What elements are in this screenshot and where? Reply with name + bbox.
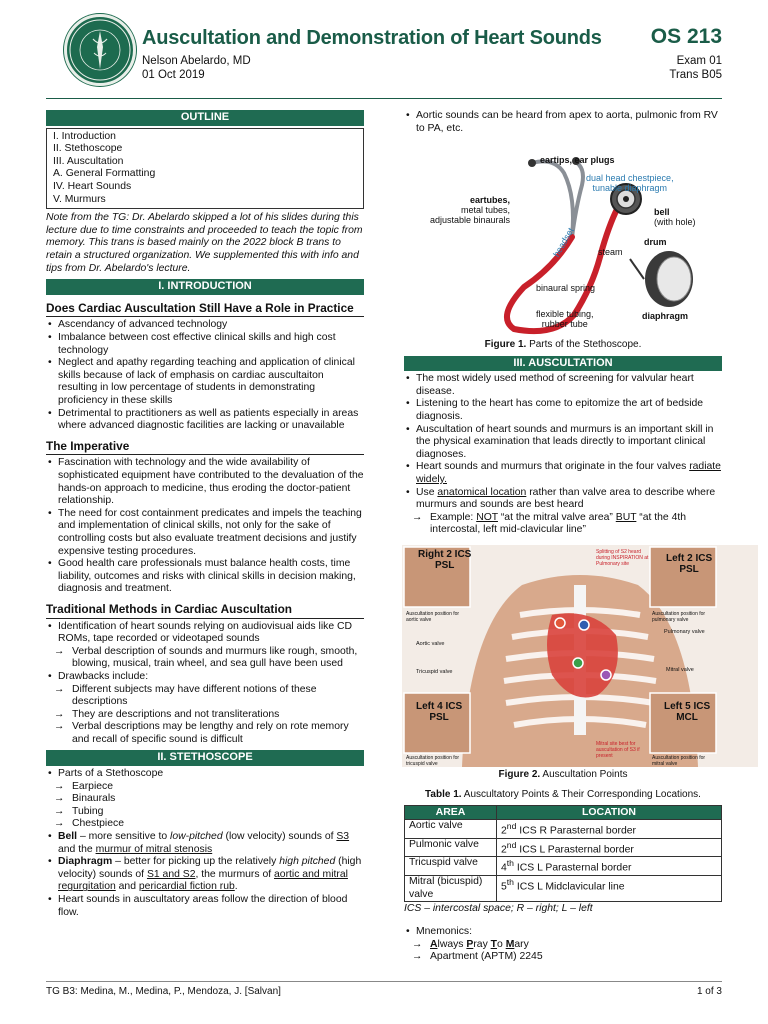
label-position-tricuspid: Auscultation position for tricuspid valve	[406, 754, 460, 767]
sub-list-item: → Earpiece	[46, 781, 364, 794]
label-eartips: eartips, ear plugs	[540, 155, 615, 166]
auscultatory-points-table	[404, 805, 722, 902]
label-line: Left 2 ICS	[666, 552, 713, 564]
text: th	[506, 877, 515, 888]
label-mitral-valve: Mitral valve	[666, 666, 694, 673]
text: “at the mitral valve area”	[497, 511, 616, 523]
sub-list-item	[404, 512, 722, 537]
traditional-list	[46, 621, 364, 747]
table-cell: Aortic valve	[405, 819, 497, 838]
text: o	[497, 938, 506, 950]
text: and	[115, 881, 139, 893]
text: P	[466, 938, 474, 950]
mnemonic-always-pray	[404, 939, 722, 952]
label-line: PSL	[434, 559, 455, 571]
label-left-5-ics	[664, 701, 710, 723]
auscultation-heading: III. AUSCULTATION	[404, 356, 722, 372]
outline-item: III. Auscultation	[53, 155, 124, 167]
label-line: dual head chestpiece,	[586, 173, 674, 184]
table-cell	[497, 838, 722, 857]
document-title: Auscultation and Demonstration of Heart Sounds	[142, 27, 602, 49]
text: aortic and mitral regurgitation	[58, 868, 348, 893]
text: rather than valve area to describe where murmurs and sounds are best heard	[416, 486, 716, 511]
text: Use	[416, 486, 438, 498]
tg-note: Note from the TG: Dr. Abelardo skipped a lot of his slides during this lecture due to time constraints and proceeded to teach the topic from memory. This trans is based mainly on the 2022 block B trans to retain a structured organization. We supplemented this with info and tips from Dr. Abelardo's lecture.	[46, 212, 363, 274]
stethoscope-list	[46, 768, 364, 919]
label-line: (with hole)	[654, 217, 696, 228]
table1-caption	[404, 789, 722, 801]
list-item: • Ascendancy of advanced technology	[46, 319, 364, 332]
text: , the murmurs of	[195, 868, 275, 880]
text: murmur of mitral stenosis	[95, 843, 213, 855]
label-left-4-ics	[416, 701, 462, 723]
list-item: • Aortic sounds can be heard from apex to aorta, pulmonic from RV to PA, etc.	[404, 110, 722, 135]
traditional-subheading: Traditional Methods in Cardiac Auscultation	[46, 602, 364, 619]
caption-label: Table 1.	[425, 789, 462, 801]
table-cell	[497, 819, 722, 838]
list-item	[404, 487, 722, 537]
page-number: 1 of 3	[696, 986, 722, 997]
text: 4	[501, 862, 507, 874]
label-line: metal tubes,	[461, 205, 511, 216]
label-left-2-ics	[666, 553, 712, 575]
table-cell: Tricuspid valve	[405, 857, 497, 876]
stethoscope-heading: II. STETHOSCOPE	[46, 750, 364, 766]
label-position-aortic: Auscultation position for aortic valve	[406, 610, 460, 623]
text: and the	[58, 843, 96, 855]
table-header: AREA	[405, 805, 497, 819]
sub-list-item: → They are descriptions and not transliterations	[46, 709, 364, 722]
label-bell	[654, 207, 696, 227]
table-cell: Mitral (bicuspid) valve	[405, 876, 497, 902]
course-code: OS 213	[650, 25, 722, 48]
outline-heading: OUTLINE	[46, 110, 364, 126]
stethoscope-figure	[404, 137, 722, 337]
table-row	[405, 838, 722, 857]
label-position-mitral: Auscultation position for mitral valve	[652, 754, 706, 767]
figure2-caption	[404, 769, 722, 781]
text: M	[505, 938, 515, 950]
label-line: eartubes,	[470, 195, 511, 206]
table-header: LOCATION	[497, 805, 722, 819]
outline-item: IV. Heart Sounds	[53, 181, 132, 192]
label-line: Right 2 ICS	[418, 548, 472, 560]
term-bell: Bell	[58, 831, 78, 843]
footer-divider	[46, 981, 722, 982]
label-mitral-best: Mitral site best for auscultation of S3 if present	[596, 740, 640, 759]
text: radiate widely.	[416, 461, 721, 485]
aortic-note-list	[404, 110, 722, 135]
label-line: rubber tube	[541, 319, 588, 330]
table-cell	[497, 857, 722, 876]
text: (low velocity) sounds of	[222, 831, 337, 843]
list-item: • Imbalance between cost effective clinical skills and high cost technology	[46, 332, 364, 357]
list-item: • Listening to the heart has come to epitomize the art of bedside diagnosis.	[404, 398, 722, 423]
label-aortic-valve: Aortic valve	[416, 640, 445, 647]
list-item	[404, 461, 722, 486]
sub-list-item: → Tubing	[46, 806, 364, 819]
label-right-2-ics	[418, 549, 471, 571]
text: A	[430, 938, 438, 950]
list-item: • The need for cost containment predicates and impels the teaching and implementation of clinical skills, not only for the sake of controlling costs but also evaluate treatment decisions and justify expensive testing procedures.	[46, 508, 364, 558]
text: Heart sounds and murmurs that originate in the four valves	[416, 461, 690, 473]
list-item-text: Identification of heart sounds relying on audiovisual aids like CD ROMs, tape recorded or videotaped sounds	[58, 620, 352, 645]
label-line: PSL	[679, 563, 699, 575]
list-item-text: Parts of a Stethoscope	[58, 768, 164, 780]
label-binaural-spring: binaural spring	[536, 283, 596, 294]
label-pulmonary-valve: Pulmonary valve	[664, 628, 705, 635]
label-dual-head	[586, 173, 674, 193]
list-item: • Neglect and apathy regarding teaching and application of clinical skills because of lack of emphasis on cardiac auscultaiton resulting in low percentage of students in demonstrating proficiency in these skills	[46, 357, 364, 407]
text: ray	[473, 938, 491, 950]
text: S3	[336, 831, 350, 843]
label-headset: headset	[551, 226, 576, 259]
mnemonics-list	[404, 926, 722, 964]
chest-illustration	[402, 545, 758, 767]
table-cell	[497, 876, 722, 902]
text: pericardial fiction rub	[138, 881, 235, 893]
list-item: • Auscultation of heart sounds and murmurs is an important skill in the physical examination that leads directly to important clinical diagnoses.	[404, 424, 722, 462]
auscultation-points-figure	[402, 545, 758, 767]
imperative-subheading: The Imperative	[46, 439, 364, 456]
label-line: bell	[654, 207, 670, 218]
outline-item: I. Introduction	[53, 130, 116, 142]
text: th	[506, 858, 515, 869]
list-item: • Detrimental to practitioners as well as patients especially in areas where advanced diagnostic facilities are lacking or unavailable	[46, 408, 364, 433]
left-column	[46, 110, 364, 919]
text: anatomical location	[437, 486, 527, 498]
label-line: tunable diaphragm	[592, 183, 668, 194]
role-list	[46, 319, 364, 432]
text: 5	[501, 881, 507, 893]
footer-credits: TG B3: Medina, M., Medina, P., Mendoza, J. [Salvan]	[46, 986, 281, 997]
list-item: • The most widely used method of screening for valvular heart disease.	[404, 373, 722, 398]
list-item: • Good health care professionals must balance health costs, time liability, outcomes and risks with clinical skills in decision making, diagnosis and treatment.	[46, 558, 364, 596]
label-line: flexible tubing,	[536, 309, 594, 320]
text: – better for picking up the relatively	[112, 856, 280, 868]
text: 2	[501, 825, 507, 837]
list-item-diaphragm	[46, 856, 364, 894]
caption-label: Figure 1.	[484, 339, 527, 351]
table-cell: Pulmonic valve	[405, 838, 497, 857]
label-diaphragm: diaphragm	[642, 311, 689, 322]
text: (high velocity) sounds of	[58, 856, 362, 880]
author-name: Nelson Abelardo, MD	[142, 55, 251, 67]
author-date-block	[142, 54, 251, 82]
label-line: adjustable binaurals	[430, 215, 511, 226]
imperative-list	[46, 457, 364, 596]
exam-trans-block	[669, 54, 722, 82]
term-diaphragm: Diaphragm	[58, 856, 113, 868]
text: ICS L Midclavicular line	[514, 881, 625, 893]
list-item	[46, 621, 364, 671]
outline-item: A. General Formatting	[53, 168, 156, 180]
table-row	[405, 857, 722, 876]
label-steam: steam	[598, 247, 623, 258]
lecture-date: 01 Oct 2019	[142, 69, 205, 81]
caption-text: Parts of the Stethoscope.	[526, 339, 642, 351]
caption-text: Auscultatory Points & Their Corresponding Locations.	[461, 789, 701, 801]
outline-item: II. Stethoscope	[53, 143, 123, 155]
sub-list-item: → Verbal description of sounds and murmurs like rough, smooth, blowing, musical, train wheel, and sea gull have been used	[46, 646, 364, 671]
text: high pitched	[279, 856, 336, 868]
text: ary	[514, 938, 529, 950]
list-item	[46, 671, 364, 747]
label-eartubes	[430, 195, 510, 225]
text: BUT	[615, 511, 637, 523]
sub-list-item: → Chestpiece	[46, 818, 364, 831]
list-item	[46, 768, 364, 831]
label-line: MCL	[676, 711, 698, 723]
role-subheading: Does Cardiac Auscultation Still Have a Role in Practice	[46, 301, 364, 318]
text: low-pitched	[170, 831, 223, 843]
right-column	[404, 110, 722, 964]
text: “at the 4th intercostal, left mid-clavicular line”	[430, 511, 687, 536]
list-item: • Heart sounds in auscultatory areas follow the direction of blood flow.	[46, 894, 364, 919]
mnemonic-apartment: → Apartment (APTM) 2245	[404, 951, 722, 964]
auscultation-list	[404, 373, 722, 537]
sub-list-item: → Binaurals	[46, 793, 364, 806]
sub-list-item: → Verbal descriptions may be lengthy and rely on rote memory and recall of specific sound is difficult	[46, 721, 364, 746]
trans-label: Trans B05	[669, 69, 722, 81]
text: NOT	[476, 511, 498, 523]
table-legend: ICS – intercostal space; R – right; L – left	[404, 903, 593, 915]
list-item	[404, 926, 722, 964]
figure1-caption	[404, 339, 722, 351]
label-drum: drum	[644, 237, 667, 248]
text: – more sensitive to	[77, 831, 171, 843]
label-line: Left 5 ICS	[664, 700, 711, 712]
label-splitting-s2: Splitting of S2 heard during INSPIRATION at Pulmonary site	[596, 548, 649, 567]
outline-box	[46, 128, 364, 210]
table-row	[405, 819, 722, 838]
exam-label: Exam 01	[676, 55, 722, 67]
introduction-heading: I. INTRODUCTION	[46, 279, 364, 295]
text: nd	[506, 820, 517, 831]
text: Mnemonics:	[416, 926, 473, 938]
text: nd	[506, 839, 517, 850]
college-seal-logo	[64, 14, 136, 86]
header-divider	[46, 98, 722, 99]
text: lways	[437, 938, 467, 950]
label-tricuspid-valve: Tricuspid valve	[416, 668, 453, 675]
text: S1 and S2	[146, 868, 196, 880]
caption-text: Auscultation Points	[540, 768, 628, 780]
text: T	[490, 938, 498, 950]
label-tubing	[536, 309, 594, 329]
text: ICS L Parasternal border	[514, 862, 632, 874]
text: 2	[501, 844, 507, 856]
text: ICS L Parasternal border	[516, 844, 634, 856]
caption-label: Figure 2.	[498, 768, 541, 780]
label-position-pulmonary: Auscultation position for pulmonary valve	[652, 610, 706, 623]
list-item-bell	[46, 831, 364, 856]
list-item-text: Drawbacks include:	[58, 670, 149, 682]
text: Example:	[430, 511, 477, 523]
table-row	[405, 876, 722, 902]
sub-list-item: → Different subjects may have different notions of these descriptions	[46, 684, 364, 709]
list-item: • Fascination with technology and the wide availability of sophisticated equipment have contributed to the devaluation of the hands-on approach to medicine, thus eroding the doctor-patient relationship.	[46, 457, 364, 507]
label-line: Left 4 ICS	[416, 700, 463, 712]
table-header-row	[405, 805, 722, 819]
outline-item: V. Murmurs	[53, 193, 106, 205]
text: ICS R Parasternal border	[516, 825, 636, 837]
label-line: PSL	[429, 711, 449, 723]
text: .	[234, 881, 238, 893]
